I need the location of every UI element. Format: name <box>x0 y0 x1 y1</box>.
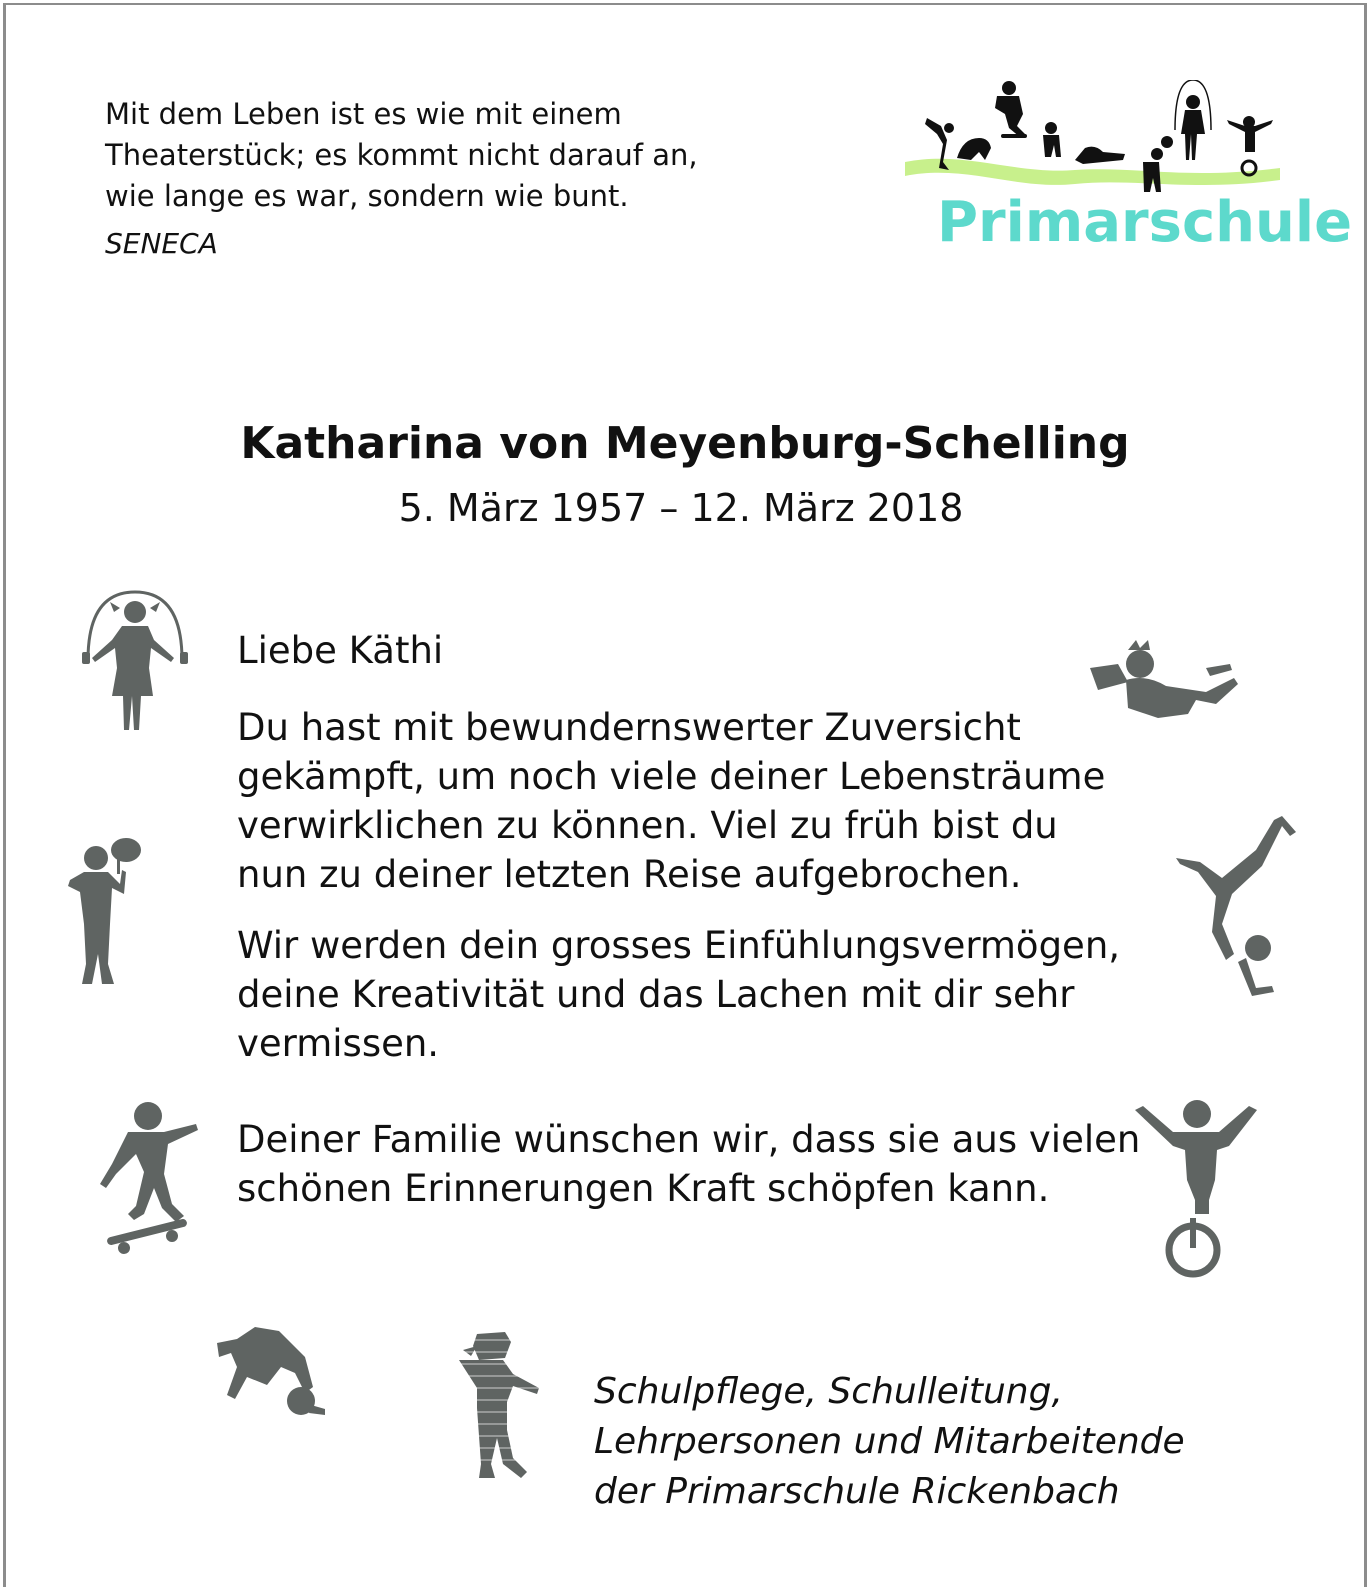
signature-line: Lehrpersonen und Mitarbeitende <box>594 1421 1185 1462</box>
skateboard-child-icon <box>84 1100 209 1260</box>
quote-author: SENECA <box>105 227 218 260</box>
life-dates: 5. März 1957 – 12. März 2018 <box>398 486 964 530</box>
paragraph-2 <box>237 921 1187 1068</box>
ball-spinning-child-icon <box>62 836 147 1001</box>
cartwheel-child-icon <box>215 1325 327 1425</box>
logo-text: Primarschule <box>937 190 1353 255</box>
signature <box>594 1367 1185 1517</box>
reading-child-icon <box>1088 640 1238 725</box>
letter-line: verwirklichen zu können. Viel zu früh bist du <box>237 804 1058 847</box>
letter-line: Du hast mit bewundernswerter Zuversicht <box>237 706 1021 749</box>
handstand-child-icon <box>1172 812 1312 997</box>
jump-rope-girl-icon <box>80 590 190 740</box>
seneca-quote <box>105 94 698 259</box>
condolence-letter <box>237 626 1187 1213</box>
letter-line: schönen Erinnerungen Kraft schöpfen kann. <box>237 1167 1050 1210</box>
paragraph-3 <box>237 1115 1187 1213</box>
deceased-name: Katharina von Meyenburg-Schelling <box>240 418 1130 469</box>
letter-line: deine Kreativität und das Lachen mit dir sehr <box>237 973 1075 1016</box>
walking-child-icon <box>455 1330 545 1480</box>
letter-line: gekämpft, um noch viele deiner Lebensträume <box>237 755 1106 798</box>
quote-line: Theaterstück; es kommt nicht darauf an, <box>105 138 698 172</box>
signature-line: Schulpflege, Schulleitung, <box>594 1371 1063 1412</box>
letter-line: nun zu deiner letzten Reise aufgebrochen. <box>237 853 1022 896</box>
letter-line: Wir werden dein grosses Einfühlungsvermögen, <box>237 924 1121 967</box>
unicycle-child-icon <box>1133 1098 1263 1283</box>
quote-line: Mit dem Leben ist es wie mit einem <box>105 97 622 131</box>
letter-line: vermissen. <box>237 1022 440 1065</box>
greeting: Liebe Käthi <box>237 629 444 672</box>
paragraph-1 <box>237 703 1187 899</box>
letter-line: Deiner Familie wünschen wir, dass sie aus vielen <box>237 1118 1141 1161</box>
quote-line: wie lange es war, sondern wie bunt. <box>105 179 629 213</box>
signature-line: der Primarschule Rickenbach <box>594 1471 1120 1512</box>
